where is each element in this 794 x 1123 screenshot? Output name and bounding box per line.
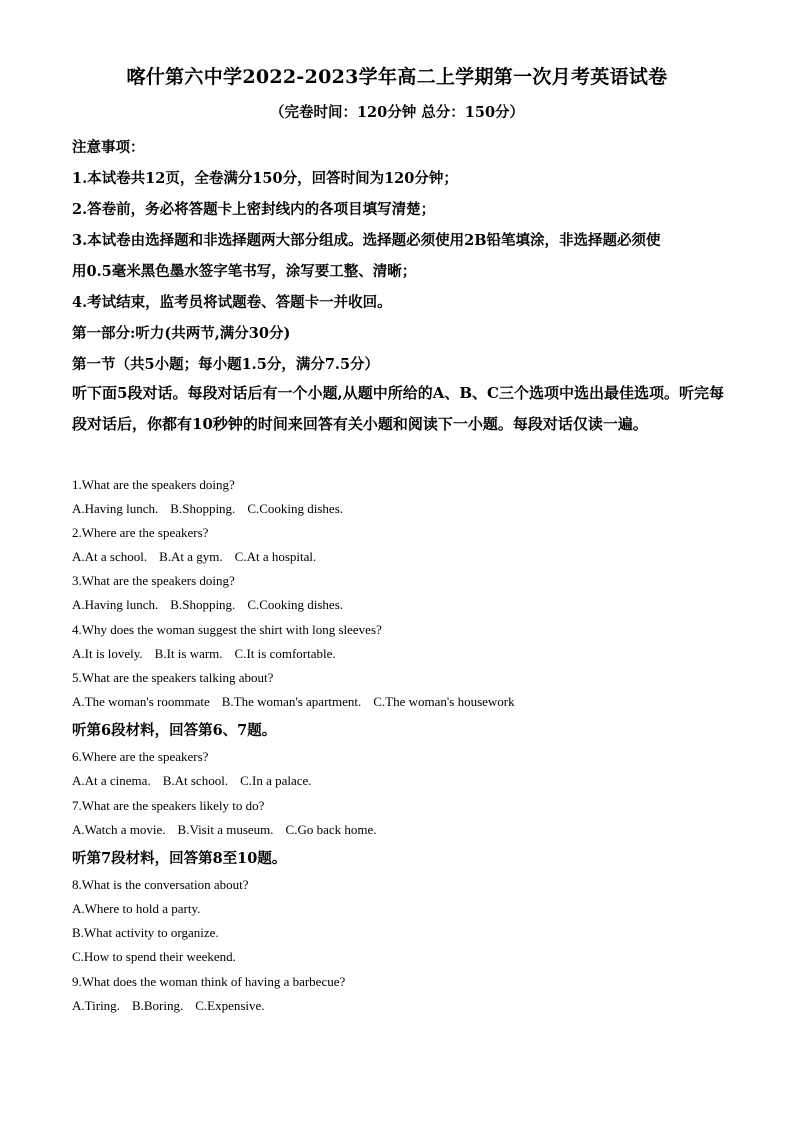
- question-6-options: [72, 773, 324, 789]
- listening-instruction: 听下面5段对话。每段对话后有一个小题,从题中所给的A、B、C三个选项中选出最佳选项。听完每段对话后，你都有10秒钟的时间来回答有关小题和阅读下一小题。每段对话仅读一遍。: [72, 384, 724, 433]
- option-b: B.At a gym.: [159, 549, 223, 564]
- question-8-option-b: B.What activity to organize.: [72, 925, 219, 940]
- note-item-3: 3.本试卷由选择题和非选择题两大部分组成。选择题必须使用2B铅笔填涂，非选择题必须使: [72, 232, 661, 249]
- note-item-1: 1.本试卷共12页，全卷满分150分，回答时间为120分钟；: [72, 170, 458, 187]
- option-c: C.It is comfortable.: [234, 646, 336, 661]
- option-c: C.Expensive.: [195, 998, 265, 1013]
- question-8-option-c: C.How to spend their weekend.: [72, 949, 236, 964]
- question-5-options: [72, 694, 527, 710]
- option-a: A.At a cinema.: [72, 773, 151, 788]
- option-c: C.At a hospital.: [234, 549, 317, 564]
- page-title: 喀什第六中学2022-2023学年高二上学期第一次月考英语试卷: [126, 66, 668, 88]
- question-6: 6.Where are the speakers?: [72, 749, 209, 764]
- notes-heading: 注意事项：: [72, 139, 145, 156]
- section-heading: 第一节（共5小题；每小题1.5分，满分7.5分）: [72, 356, 380, 373]
- question-4-options: [72, 646, 348, 662]
- part-heading: 第一部分:听力(共两节,满分30分): [72, 325, 291, 342]
- option-c: C.Cooking dishes.: [247, 597, 344, 612]
- option-b: B.Shopping.: [170, 501, 236, 516]
- question-3-options: [72, 597, 355, 613]
- question-3: 3.What are the speakers doing?: [72, 573, 235, 588]
- note-item-3-cont: 用0.5毫米黑色墨水签字笔书写，涂写要工整、清晰；: [72, 263, 417, 280]
- material-7-heading: 听第7段材料，回答第8至10题。: [72, 850, 287, 867]
- question-8: 8.What is the conversation about?: [72, 877, 249, 892]
- option-a: A.Tiring.: [72, 998, 120, 1013]
- option-a: A.Watch a movie.: [72, 822, 166, 837]
- option-b: B.Visit a museum.: [177, 822, 274, 837]
- question-4: 4.Why does the woman suggest the shirt with long sleeves?: [72, 622, 382, 637]
- option-b: B.The woman's apartment.: [221, 694, 362, 709]
- option-c: C.Cooking dishes.: [247, 501, 344, 516]
- option-a: A.Having lunch.: [72, 501, 159, 516]
- question-1-options: [72, 501, 355, 517]
- material-6-heading: 听第6段材料，回答第6、7题。: [72, 722, 277, 739]
- option-b: B.At school.: [162, 773, 229, 788]
- question-2: 2.Where are the speakers?: [72, 525, 209, 540]
- note-item-4: 4.考试结束，监考员将试题卷、答题卡一并收回。: [72, 294, 392, 311]
- question-7: 7.What are the speakers likely to do?: [72, 798, 265, 813]
- option-c: C.Go back home.: [285, 822, 377, 837]
- option-b: B.Boring.: [131, 998, 184, 1013]
- option-a: A.The woman's roommate: [72, 694, 210, 709]
- option-c: C.The woman's housework: [373, 694, 515, 709]
- question-1: 1.What are the speakers doing?: [72, 477, 235, 492]
- note-item-2: 2.答卷前，务必将答题卡上密封线内的各项目填写清楚；: [72, 201, 436, 218]
- question-8-option-a: A.Where to hold a party.: [72, 901, 201, 916]
- exam-time-info: （完卷时间：120分钟 总分：150分）: [269, 104, 525, 121]
- option-a: A.Having lunch.: [72, 597, 159, 612]
- option-b: B.It is warm.: [154, 646, 223, 661]
- option-b: B.Shopping.: [170, 597, 236, 612]
- question-9: 9.What does the woman think of having a barbecue?: [72, 974, 346, 989]
- option-c: C.In a palace.: [240, 773, 312, 788]
- question-5: 5.What are the speakers talking about?: [72, 670, 274, 685]
- question-7-options: [72, 822, 389, 838]
- option-a: A.At a school.: [72, 549, 148, 564]
- question-2-options: [72, 549, 328, 565]
- question-9-options: [72, 998, 277, 1014]
- option-a: A.It is lovely.: [72, 646, 143, 661]
